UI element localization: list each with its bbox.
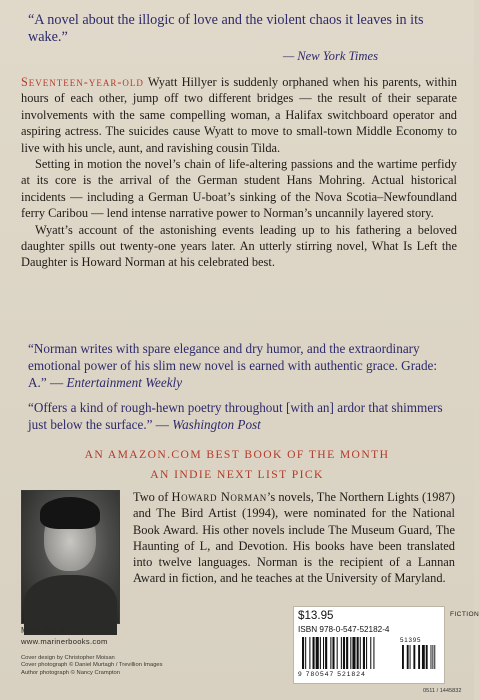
review-quotes	[28, 340, 448, 441]
author-photo	[21, 490, 120, 624]
top-quote-text: “A novel about the illogic of love and the violent chaos it leaves in its wake.”	[28, 12, 424, 45]
review-quote	[28, 399, 448, 433]
publisher-imprint	[21, 626, 108, 646]
price: $13.95	[298, 609, 334, 622]
credit-line: Cover photograph © Daniel Murtagh / Trevillion Images	[21, 662, 163, 669]
category-label: FICTION	[450, 611, 479, 618]
description-paragraph-2: Setting in motion the novel’s chain of life-altering passions and the wartime perfidy at its core is the arrival of the German student Hans Mohring. Actual historical incidents — including a German U-boat’s sinking of the Nova Scotia–Newfoundland ferry Caribou — lend intense narrative power to Norman’s uncannily layered story.	[21, 157, 457, 221]
description-paragraph-1	[21, 74, 457, 156]
barcode-panel	[293, 606, 445, 684]
book-description	[21, 74, 457, 271]
review-text: “Norman writes with spare elegance and dry humor, and the extraordinary emotional power of his slim new novel is earned with authentic grace. Grade: A.” —	[28, 341, 438, 390]
description-paragraph-3: Wyatt’s account of the astonishing events leading up to his fathering a beloved daughter spills out twenty-one years later. An utterly stirring novel, What Is Left the Daughter is Howard Norman at his celebrated best.	[21, 222, 457, 270]
author-bio	[133, 489, 455, 587]
honor-amazon: AN AMAZON.COM BEST BOOK OF THE MONTH	[84, 448, 390, 461]
credit-line: Author photograph © Nancy Crampton	[21, 669, 121, 676]
author-name: Howard Norman	[171, 490, 267, 504]
barcode-number: 9 780547 521824	[298, 671, 366, 678]
review-source: Washington Post	[172, 417, 261, 432]
printer-code: 0511 / 1445832	[423, 688, 462, 694]
top-quote	[28, 12, 458, 65]
isbn: ISBN 978-0-547-52182-4	[298, 625, 390, 634]
author-photo-hair	[40, 497, 100, 529]
publisher-name: MARINER	[21, 626, 67, 635]
barcode-addon-number: 51395	[400, 637, 422, 644]
credit-line: Cover design by Christopher Moisan	[21, 655, 115, 661]
cover-credits	[21, 655, 163, 677]
publisher-url: www.marinerbooks.com	[21, 637, 108, 646]
description-p1-text: Wyatt Hillyer is suddenly orphaned when his parents, within hours of each other, jump off two different bridges — the result of their separate involvements with the same compelling woman, a Halifax switchboard operator and aspiring actress. The suicides cause Wyatt to move to small-town Middle Economy to live with his uncle, aunt, and ravishing cousin Tilda.	[21, 75, 457, 155]
bio-pre: Two of	[133, 490, 172, 504]
bio-text: ’s novels, The Northern Lights (1987) and The Bird Artist (1994), were nominated for the National Book Award. His other novels include The Museum Guard, The Haunting of L, and Devotion. His books have been translated into twelve languages. Norman is the recipient of a Lannan Award in fiction, and he teaches at the University of Maryland.	[133, 490, 455, 586]
review-text: “Offers a kind of rough-hewn poetry throughout [with an] ardor that shimmers just below the surface.” —	[28, 400, 443, 432]
honor-indie-next: AN INDIE NEXT LIST PICK	[150, 468, 324, 481]
review-source: Entertainment Weekly	[66, 375, 183, 390]
description-lead-in: Seventeen-year-old	[21, 75, 144, 89]
top-quote-source: — New York Times	[282, 49, 378, 63]
review-quote	[28, 340, 448, 391]
